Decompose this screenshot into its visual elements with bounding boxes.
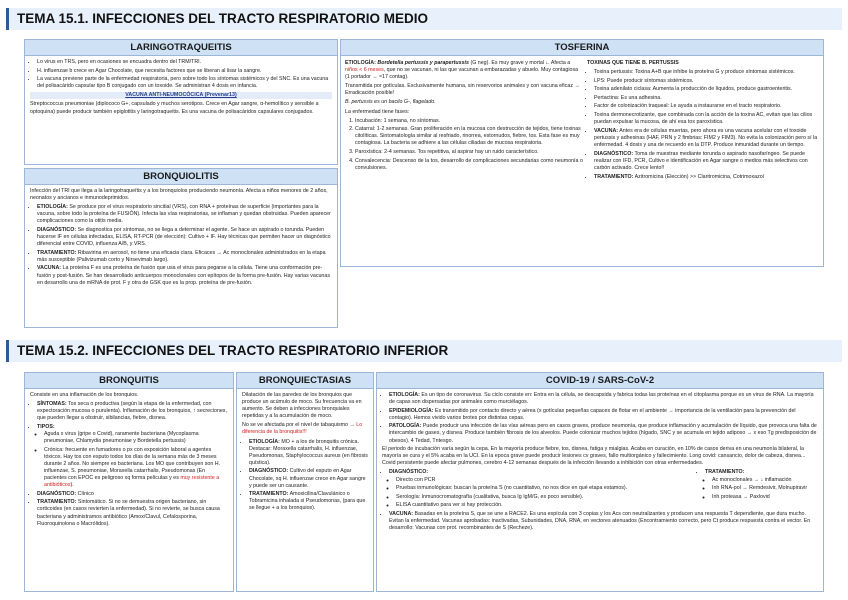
bronquiectasias-tabaco	[242, 422, 368, 436]
list-item: • La vacuna previene parte de la enfermedad respiratoria, pero sobre todo los síntomas sistémicos y del SNC. Es una vacuna del polisacárido capsular tipo B conjugado con un toxoide. Se administran 4 dosis en infancia.	[37, 76, 332, 90]
diag-item: ◦ Pruebas inmunológicas: buscan la proteína S (no cuantitativo, no nos dice en qué etapa estamos).	[396, 485, 698, 492]
item-text: Sintomático. Si no se demuestra origen bacteriano, sin corticoides (en casos revierten la enfermedad). Si no revierte, se busca causa bacteriana y administramos antibiótico (Amox/Clavul, Cefalosporina, Fluoroquinolona o Macrólidos).	[37, 499, 220, 527]
item-text: Clínico	[77, 490, 94, 497]
covid-box	[376, 372, 824, 592]
item-label: VACUNA:	[389, 510, 414, 517]
bronquiectasias-box	[236, 372, 374, 592]
tosferina-bacilo: B. pertussis es un bacilo G-, flagelado.	[345, 99, 436, 106]
tosferina-box	[340, 39, 824, 267]
tosferina-fases-title: La enfermedad tiene fases:	[345, 108, 410, 115]
item-label: ETIOLOGÍA:	[249, 438, 280, 445]
item-text: Es un tipo de coronavirus. Su ciclo consiste en: Entra en la célula, se descapsida y fabrica todas las proteínas en el citoplasma porque es un virus de RNA. La mayoría de capas son dispersadas por animales como murciélagos.	[389, 392, 814, 406]
item-label: DIAGNÓSTICO:	[389, 469, 429, 476]
tipo-item: ◦ Aguda x virus (gripe o Covid), raramente bacteriana (Mycoplasma pneumoniae, Chlamydia pneumoniae y Bordetella pertussis)	[44, 431, 228, 445]
bronquiolitis-box	[24, 168, 338, 328]
risk-group-highlight: niños < 6 meses	[345, 67, 384, 74]
list-item	[389, 408, 818, 422]
etio-text: Es muy grave y mortal ↓. Afecta a	[491, 60, 571, 66]
toxina-item: • Toxina pertussis: Toxina A+B que inhibe la proteína G y produce síntomas sistémicos.	[594, 69, 819, 76]
item-text: Es transmitido por contacto directo y aérea (x gotículas pequeñas capaces de flotar en el ambiente → importancia de la ventilación para la prevención del contagio). Hemos vivido varios brotes por distintas cepas.	[389, 407, 796, 421]
tosferina-right-col	[587, 60, 819, 182]
item-text: Puede producir una infección de las vías aéreas pero en casos graves, produce neumonía, que produce inflamación y acumulación de líquido, que provoca una falta de intercambio de gases, y disnea. Produce también fibrosis de los alveolos. Puede colonizar muchos tejidos (hígado, SNC y se acumula en tejido adiposo → x eso Tg predisposición de obesos). 4 Tedad, Tntesgo.	[389, 423, 817, 444]
item-label: DIAGNÓSTICO:	[37, 226, 77, 233]
item-text: Azitromicina (Elección) >> Claritromicina, Cotrimoxazol	[634, 173, 764, 180]
item-text: Toma de muestras mediante torunda o aspirado nasofaríngeo. Se puede realizar con IFD, PCR, Cultivo e identificación en Agar sangre o medios más selectivos con carbón activado. Crece lento!!	[594, 151, 808, 172]
list-item	[249, 491, 368, 512]
bronquitis-box	[24, 372, 234, 592]
list-item	[37, 401, 228, 422]
bronquitis-intro: Consiste en una inflamación de los bronquios.	[30, 392, 139, 398]
difference-highlight: Lo diferencia de la bronquitis!!!	[242, 422, 363, 436]
list-item	[594, 128, 819, 149]
item-label: VACUNA:	[37, 265, 62, 272]
bronquiectasias-title: BRONQUIECTASIAS	[237, 373, 373, 389]
tipo-text: Crónica: frecuente en fumadores o px con exposición laboral a agentes tóxicos. Hay tos con esputo todos los días de la semana más de 3 meses durante 2 años. No siempre es bacteriana. Los MO que contribuyen son H. influenzae, S. pneumoniae, Moraxella catarrhalis, Pseudomonas (En pacientes con EPOC es peligroso xq forma películas y es	[44, 446, 221, 482]
bronquiectasias-intro: Dilatación de las paredes de los bronquios que produce un acúmulo de moco. Su frecuencia va en aumento. Se deben a infecciones bronquiales repetidas y a la acumulación de moco.	[242, 392, 362, 420]
list-item	[249, 468, 368, 489]
toxina-item: • Pertactina: Es una adhesina.	[594, 95, 819, 102]
list-item	[37, 491, 228, 498]
list-item	[37, 227, 332, 248]
trat-item: ◦ Inh RNA-pol → Remdesivir, Molnupiravir	[712, 485, 818, 492]
item-label: TRATAMIENTO:	[249, 491, 289, 498]
list-item	[37, 265, 332, 286]
list-item	[389, 392, 818, 406]
list-item	[37, 499, 228, 527]
item-text: Se diagnostica por síntomas, no se llega a determinar el agente. Se hace un aspirado o torunda. Pueden hacerse IF en células infectadas, ELISA, RT-PCR (de elección): Cultivo + IF. Hay técnicas que permiten hacer un diagnóstico diferencial entre COVID, influenza A/B, y VRS.	[37, 226, 331, 248]
item-text: La proteína F es una proteína de fusión que usa el virus para pegarse a la célula. Tiene una conformación pre-fusión y post-fusión. Se han desarrollado anticuerpos monoclonales con epítopos de la forma pre-fusión. Hay varias vacunas en desarrollo una de mRNA de prot. F y otra de GSK que es la prop. proteína de pre-fusión.	[37, 265, 330, 286]
trat-item: ◦ Ac monoclonales → ↓ inflamación	[712, 477, 818, 484]
tipo-item	[44, 447, 228, 490]
section-title-15-1: TEMA 15.1. INFECCIONES DEL TRACTO RESPIRATORIO MEDIO	[6, 8, 842, 30]
fase-item: 2. Catarral: 1-2 semanas. Gran proliferación en la mucosa con destrucción de tejidos, tiene toxinas citolíticas. Sintomatología similar al resfriado, rinorrea, estornudos, fiebre, tos. Esta fase es muy contagiosa. La bacteria se adhiere a las células ciliadas de mucosa respiratoria.	[355, 126, 583, 147]
bronquiolitis-intro: Infección del TRI que llega a la laringotraqueítis y a los bronquiolos produciendo neumonía. Afecta a niños menores de 2 años, neonatos y ancianos e inmunodeprimidos.	[30, 188, 328, 202]
item-label: DIAGNÓSTICO:	[249, 468, 289, 475]
list-item	[389, 511, 818, 532]
item-label: TIPOS:	[37, 423, 55, 430]
tosferina-title: TOSFERINA	[341, 40, 823, 56]
item-label: ETIOLOGÍA:	[37, 204, 68, 211]
vacuna-neumococica-title: VACUNA ANTI-NEUMOCÓCICA (Prevenar13)	[30, 92, 332, 99]
item-text: Basadas en la proteína S, que se une a RACE2. Es una espícula con 3 copias y los Acs con neutralizantes y producen una respuesta T dependiente, que dura mucho. Evitan la enfermedad. Vacunas aprobadas: inactivadas, Subunidades, DNA, RNA, en vectores atenuados (Encontramiento correcto, pero Ct produce respuesta contra el vector. En desarrollo: Vacunas con prot. recombinantes de S (Recheze).	[389, 510, 811, 532]
item-label: PATOLOGÍA:	[389, 423, 422, 430]
section-title-15-2: TEMA 15.2. INFECCIONES DEL TRACTO RESPIRATORIO INFERIOR	[6, 340, 842, 362]
toxina-item: • Toxina adenilato ciclasa: Aumenta la producción de líquidos, produce gastroenteritis.	[594, 86, 819, 93]
item-label: SÍNTOMAS:	[37, 401, 67, 408]
item-label: DIAGNÓSTICO:	[37, 490, 77, 497]
item-label: VACUNA:	[594, 128, 619, 135]
item-label: EPIDEMIOLOGÍA:	[389, 407, 434, 414]
item-text: Cultivo del esputo en Agar Chocolate, xq H. influenzae crece en Agar sangre y puede ser un causante.	[249, 468, 366, 489]
bronquitis-title: BRONQUITIS	[25, 373, 233, 389]
item-text: Antes era de células muertas, pero ahora es una vacuna acelular con el toxoide pertussis y adhesinas (HAF, PRN y 2 fimbrias: FIM2 y FIM3). No evita la colonización pero sí la enfermedad. 4 dosis y una de recuerdo en la DTP. Produce inmunidad durante un tiempo.	[594, 128, 818, 149]
tosferina-left-col	[345, 60, 583, 173]
laringotraqueitis-box	[24, 39, 338, 165]
item-label: TRATAMIENTO:	[37, 499, 77, 506]
tosferina-etiologia	[345, 60, 583, 81]
etio-rest: , que no se vacunan, ni las que vacunan a embarazadas y abuelo. Muy contagiosa (1 portador → ≈17 contag).	[345, 67, 579, 81]
laringotraqueitis-title: LARINGOTRAQUEITIS	[25, 40, 337, 56]
item-label: TRATAMIENTO:	[705, 469, 745, 476]
item-label: TRATAMIENTO:	[594, 173, 634, 180]
fase-item: 1. Incubación: 1 semana, no síntomas.	[355, 118, 583, 125]
list-item	[37, 424, 228, 489]
item-label: DIAGNÓSTICO:	[594, 151, 634, 158]
list-item: • Lo virus en TRS, pero en ocasiones se encuadra dentro del TRM/TRI.	[37, 59, 332, 66]
item-label: ETIOLOGÍA:	[389, 392, 420, 398]
fase-item: 4. Convalecencia: Descenso de la tos, desarrollo de complicaciones secundarias como neumonía o convulsiones.	[355, 158, 583, 172]
covid-title: COVID-19 / SARS-CoV-2	[377, 373, 823, 389]
tipo-end: ).	[70, 482, 74, 489]
toxina-item: • LPS: Puede producir síntomas sistémicos.	[594, 78, 819, 85]
bronquiolitis-title: BRONQUIOLITIS	[25, 169, 337, 185]
item-text: Amoxicilina/Clavulánico o Tobramicina inhalada si Pseudomonas, (para que se llegue + a los bronquios).	[249, 491, 366, 512]
fase-item: 3. Paroxística: 2-4 semanas. Tos repetitiva, al aspirar hay un ruido característico.	[355, 149, 583, 156]
list-item: • H. influenzae b crece en Agar Chocolate, que necesita factores que se liberan al lisar la sangre.	[37, 68, 332, 75]
species-name: Bordetella pertussis y parapertussis	[377, 60, 469, 66]
item-text: Tos seca o productiva (según la etapa de la enfermedad, con expectoración mucosa o purulenta). Inflamación de los bronquios, ↑ secreciones, que pueden llegar a obstruir, sibilancias, fiebre, disnea.	[37, 401, 227, 422]
resistance-highlight: muy resistente a antibióticos	[44, 475, 220, 489]
diag-item: ◦ Directo con PCR	[396, 477, 698, 484]
tabaco-lead: No se ve afectada por el nivel de tabaquismo →	[242, 422, 355, 429]
list-item	[37, 250, 332, 264]
list-item	[594, 174, 819, 181]
item-label: TRATAMIENTO:	[37, 249, 77, 256]
item-text: MO + a los de bronquitis crónica. Destacar: Moraxella catarrhalis, H. influenzae, Pseudomonas, Staphylococcus aureus (en fibrosis quística).	[249, 438, 368, 466]
list-item	[249, 439, 368, 467]
toxina-item: • Factor de colonización traqueal: Le ayuda a instaurarse en el tracto respiratorio.	[594, 103, 819, 110]
toxina-item: • Toxina dermonecrotizante, que combinada con la acción de la toxina AC, evitan que las cilios puedan expulsar la mucosa, de ahí esa tos paroxística.	[594, 112, 819, 126]
list-item	[389, 469, 698, 509]
item-text: Ribavirina en aerosol, no tiene una eficacia clara. Eficaces → Ac monoclonales administrados en la etapa más susceptible (Palivizumab corto y Nirsevimab largo).	[37, 249, 326, 263]
list-item	[594, 151, 819, 172]
species-note: (G neg).	[470, 60, 490, 66]
list-item	[389, 423, 818, 444]
vacuna-neumococica-text: Streptococcus pneumoniae (diplococo G+, capsulado y muchos serotipos. Crece en Agar sangre, α-hemolítico y sensible a optoquina) puede producir también epiglotitis y laringotraqueitis. Es una vacuna de polisacáridos capsulares conjugados.	[30, 101, 319, 115]
trat-item: ◦ Inh proteasa → Paxlovid	[712, 494, 818, 501]
item-label: ETIOLOGÍA:	[345, 60, 376, 66]
covid-incubacion: El periodo de incubación varía según la cepa. En la mayoría produce fiebre, tos, disnea, fatiga y mialgias. Acaba en curación, en 10% de casos deriva en una neumonía bilateral, la mayoría se cura y el 5% acaba en la UCI. En la epoca grave puede producir lesiones cv graves, fallo multiorgánico y fallecimiento. Long covid: cansancio, dolor de cabeza, disnea... Covid persistente puede afectar pulmones, cerebro 4-12 semanas después de la infección llevando a inhibición con otras enfermedades.	[382, 446, 806, 467]
toxinas-title: TOXINAS QUE TIENE B. PERTUSSIS	[587, 60, 679, 66]
item-text: Se produce por el virus respiratorio sincitial (VRS), con RNA + proteínas de superficie (importantes para la vacuna, sobre todo la proteína de FUSIÓN). Infecta las vías respiratorias, se inflaman y quedan obstruidas. Pueden aparecer complicaciones como la otitis media.	[37, 204, 331, 225]
tosferina-transmision: Transmitida por gotículas. Exclusivamente humana, sin reservorios animales y con vacuna eficaz → Erradicación posible!	[345, 83, 580, 97]
diag-item: ◦ Serología: Inmunocromatografía (cualitativa, busca Ig IgM/G, es poco sensible).	[396, 494, 698, 501]
diag-item: ◦ ELISA cuantitativo para ver si hay protección.	[396, 502, 698, 509]
list-item	[705, 469, 818, 500]
list-item	[37, 204, 332, 225]
